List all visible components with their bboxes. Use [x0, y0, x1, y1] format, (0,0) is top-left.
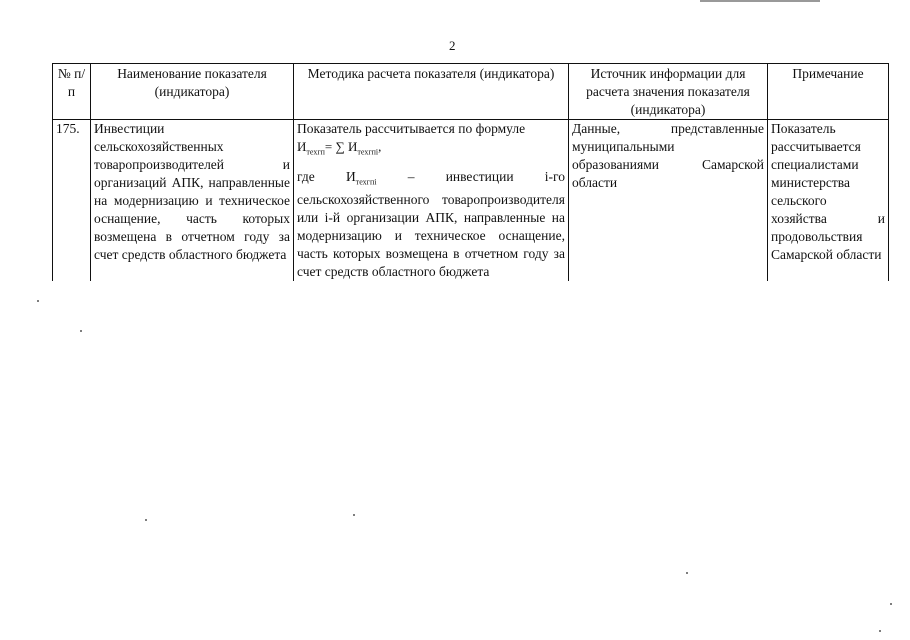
row-indicator-name: Инвестиции сельскохозяйственных товаропроизводителей и организаций АПК, направленные на модернизацию и техническое оснащение, часть которых возмещена в отчетном году за счет средств областного бюджета	[91, 120, 294, 282]
scan-speck	[879, 630, 881, 632]
header-note: Примечание	[768, 64, 889, 120]
scan-speck	[145, 519, 147, 521]
scan-speck	[80, 330, 82, 332]
header-source: Источник информации для расчета значения показателя (индикатора)	[569, 64, 768, 120]
page-number: 2	[449, 38, 456, 53]
row-number: 175.	[53, 120, 91, 282]
row-note: Показатель рассчитывается специалистами министерства сельского хозяйства и продовольствия Самарской области	[768, 120, 889, 282]
row-method	[294, 120, 569, 282]
row-source: Данные, представленные муниципальными образованиями Самарской области	[569, 120, 768, 282]
method-intro: Показатель рассчитывается по формуле	[297, 121, 526, 136]
scan-speck	[890, 603, 892, 605]
table-header-row	[53, 64, 889, 120]
table-row	[53, 120, 889, 282]
header-name: Наименование показателя (индикатора)	[91, 64, 294, 120]
method-where-clause: где $И_{техгпi}$ – инвестиции i-го сельскохозяйственного товаропроизводителя или i-й организации АПК, направленные на модернизацию и техническое оснащение, часть которых возмещена в отчетном году за счет средств областного бюджета	[297, 168, 565, 280]
scan-speck	[353, 514, 355, 516]
scan-speck	[37, 300, 39, 302]
header-num: № п/п	[53, 64, 91, 120]
scan-edge-artifact	[700, 0, 820, 2]
method-formula: $И_{техгп}=$ ∑ $И_{техгпi}$,	[297, 139, 382, 157]
header-method: Методика расчета показателя (индикатора)	[294, 64, 569, 120]
scan-speck	[686, 572, 688, 574]
indicator-table	[52, 63, 889, 281]
